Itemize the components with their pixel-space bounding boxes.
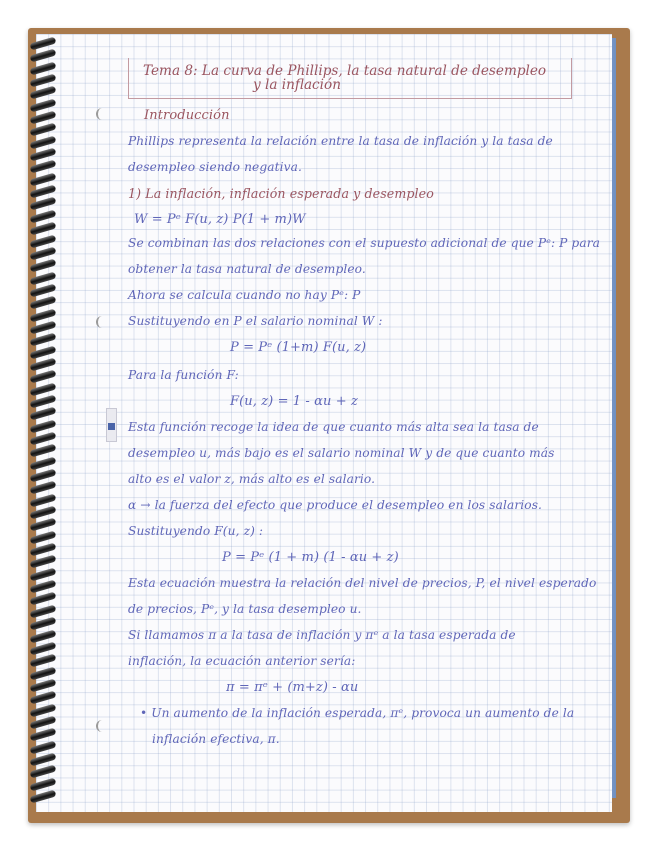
spiral-coil <box>30 456 57 470</box>
spiral-coil <box>30 123 57 137</box>
spiral-coil <box>30 234 57 248</box>
punch-hole <box>96 316 108 328</box>
spiral-coil <box>30 407 57 421</box>
spiral-coil <box>30 160 57 174</box>
page-title <box>143 64 546 92</box>
spiral-coil <box>30 703 57 717</box>
title-line-1: Tema 8: La curva de Phillips, la tasa natural de desempleo <box>143 63 547 79</box>
formula-inflation: π = πᵉ + (m+z) - αu <box>226 680 359 695</box>
spiral-coil <box>30 666 57 680</box>
intro-line-2: desempleo siendo negativa. <box>128 160 302 174</box>
text-line-5b: desempleo u, más bajo es el salario nominal W y de que cuanto más <box>128 446 555 460</box>
title-box-border <box>128 58 129 99</box>
text-line-9b: inflación, la ecuación anterior sería: <box>128 654 356 668</box>
text-line-8a: Esta ecuación muestra la relación del nivel de precios, P, el nivel esperado <box>128 576 597 590</box>
punch-hole <box>96 108 108 120</box>
spiral-coil <box>30 370 57 384</box>
text-line-5c: alto es el valor z, más alto es el salario. <box>128 472 376 486</box>
spiral-coil <box>30 419 57 433</box>
spiral-coil <box>30 197 57 211</box>
text-line-1a: Se combinan las dos relaciones con el supuesto adicional de que Pᵉ: P para <box>128 236 600 250</box>
spiral-coil <box>30 592 57 606</box>
spiral-coil <box>30 481 57 495</box>
spiral-coil <box>30 777 57 791</box>
heading-introduccion: Introducción <box>144 108 230 123</box>
spiral-coil <box>30 345 57 359</box>
spiral-coil <box>30 308 57 322</box>
spiral-coil <box>30 493 57 507</box>
formula-price-substituted: P = Pᵉ (1 + m) (1 - αu + z) <box>222 550 399 565</box>
heading-section-1: 1) La inflación, inflación esperada y desempleo <box>128 186 434 201</box>
text-line-4: Para la función F: <box>128 368 239 382</box>
spiral-coil <box>30 617 57 631</box>
spiral-coil <box>30 654 57 668</box>
spiral-coil <box>30 518 57 532</box>
bullet-line-1a: • Un aumento de la inflación esperada, πᵉ, provoca un aumento de la <box>140 706 575 720</box>
title-line-2: y la inflación <box>253 77 341 93</box>
spiral-coil <box>30 61 57 75</box>
bullet-line-1b: inflación efectiva, π. <box>152 732 280 746</box>
spiral-coil <box>30 382 57 396</box>
spiral-coil <box>30 98 57 112</box>
formula-price-level: P = Pᵉ (1+m) F(u, z) <box>230 340 367 355</box>
text-line-7: Sustituyendo F(u, z) : <box>128 524 264 538</box>
spiral-coil <box>30 86 57 100</box>
spiral-coil <box>30 49 57 63</box>
spiral-coil <box>30 629 57 643</box>
formula-function-f: F(u, z) = 1 - αu + z <box>230 394 358 409</box>
spiral-coil <box>30 333 57 347</box>
spiral-coil <box>30 271 57 285</box>
spiral-coil <box>30 691 57 705</box>
text-line-1b: obtener la tasa natural de desempleo. <box>128 262 366 276</box>
title-underline <box>128 98 572 99</box>
page-sticker <box>106 408 117 442</box>
title-box-border <box>571 58 572 99</box>
spiral-coil <box>30 530 57 544</box>
text-line-5a: Esta función recoge la idea de que cuanto más alta sea la tasa de <box>128 420 539 434</box>
formula-wage-setting: W = Pᵉ F(u, z) P(1 + m)W <box>134 212 306 227</box>
sticker-logo-icon <box>108 423 115 430</box>
text-line-8b: de precios, Pᵉ, y la tasa desempleo u. <box>128 602 362 616</box>
spiral-coil <box>30 444 57 458</box>
spiral-coil <box>30 222 57 236</box>
text-line-9a: Si llamamos π a la tasa de inflación y πᵉ a la tasa esperada de <box>128 628 516 642</box>
intro-line-1: Phillips representa la relación entre la tasa de inflación y la tasa de <box>128 134 553 148</box>
spiral-coil <box>30 765 57 779</box>
spiral-coil <box>30 259 57 273</box>
text-line-2: Ahora se calcula cuando no hay Pᵉ: P <box>128 288 361 302</box>
spiral-coil <box>30 296 57 310</box>
spiral-coil <box>30 728 57 742</box>
spiral-coil <box>30 555 57 569</box>
spiral-coil <box>30 740 57 754</box>
spiral-coil <box>30 135 57 149</box>
spiral-binding <box>30 40 62 800</box>
text-line-3: Sustituyendo en P el salario nominal W : <box>128 314 383 328</box>
text-line-6: α → la fuerza del efecto que produce el desempleo en los salarios. <box>128 498 543 512</box>
punch-hole <box>96 720 108 732</box>
